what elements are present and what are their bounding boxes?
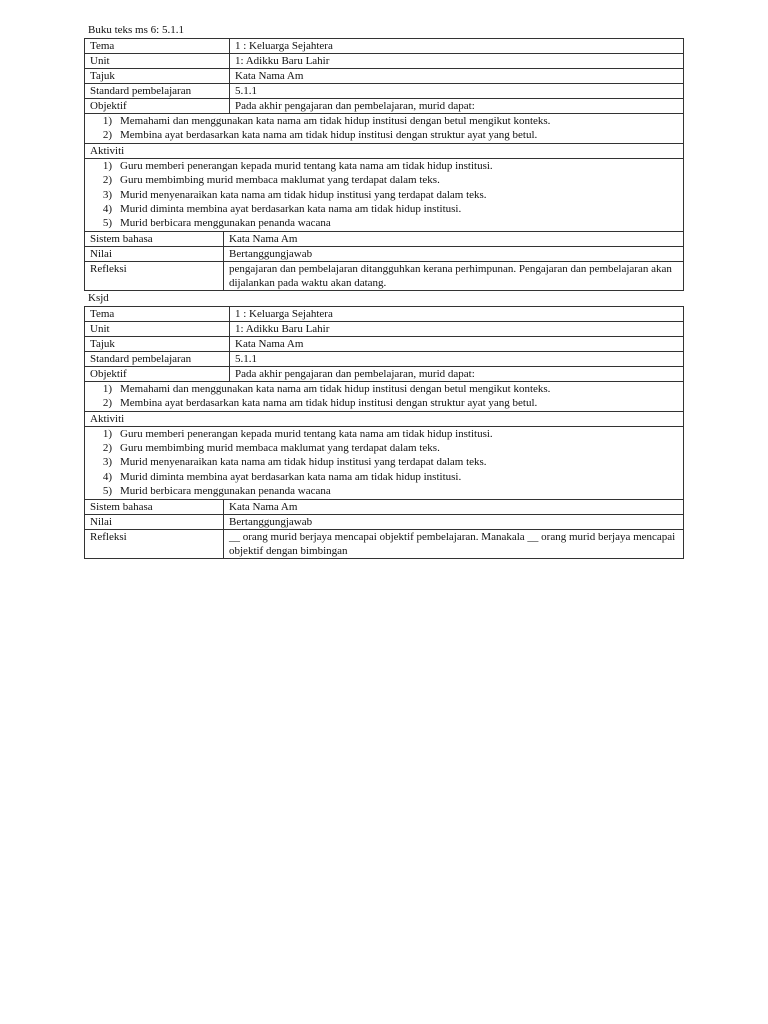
list-item: 2) Membina ayat berdasarkan kata nama am tidak hidup institusi dengan struktur ayat yang betul.	[102, 397, 538, 410]
row-sistem	[85, 499, 684, 514]
plan-header-table	[84, 38, 684, 232]
plan-footer-table	[84, 231, 684, 291]
row-aktiviti-list	[85, 158, 684, 231]
list-item: 5) Murid berbicara menggunakan penanda wacana	[102, 485, 331, 498]
row-aktiviti	[85, 143, 684, 158]
row-objektif	[85, 99, 684, 114]
value-tajuk: Kata Nama Am	[230, 69, 684, 84]
row-nilai	[85, 514, 684, 529]
objektif-list-cell	[85, 381, 684, 411]
label-tema: Tema	[85, 306, 230, 321]
lesson-plan-1	[84, 23, 684, 291]
list-item: 2) Guru membimbing murid membaca maklumat yang terdapat dalam teks.	[102, 442, 440, 455]
plan-footer-table	[84, 499, 684, 559]
row-objektif	[85, 366, 684, 381]
objektif-list	[85, 114, 683, 143]
list-item: 1) Memahami dan menggunakan kata nama am tidak hidup institusi dengan betul mengikut konteks.	[102, 115, 551, 127]
row-refleksi	[85, 261, 684, 290]
list-item: 1) Guru memberi penerangan kepada murid tentang kata nama am tidak hidup institusi.	[102, 159, 493, 172]
row-unit	[85, 54, 684, 69]
list-item: 4) Murid diminta membina ayat berdasarkan kata nama am tidak hidup institusi.	[102, 470, 462, 483]
row-standard	[85, 351, 684, 366]
value-objektif: Pada akhir pengajaran dan pembelajaran, murid dapat:	[230, 366, 684, 381]
list-item: 1) Guru memberi penerangan kepada murid tentang kata nama am tidak hidup institusi.	[102, 427, 493, 440]
label-tema: Tema	[85, 39, 230, 54]
label-standard: Standard pembelajaran	[85, 84, 230, 99]
label-tajuk: Tajuk	[85, 69, 230, 84]
row-tema	[85, 306, 684, 321]
list-item: 3) Murid menyenaraikan kata nama am tidak hidup institusi yang terdapat dalam teks.	[102, 188, 487, 201]
plan-header-table	[84, 306, 684, 500]
label-sistem: Sistem bahasa	[85, 231, 224, 246]
row-unit	[85, 321, 684, 336]
value-unit: 1: Adikku Baru Lahir	[230, 321, 684, 336]
label-nilai: Nilai	[85, 514, 224, 529]
label-objektif: Objektif	[85, 366, 230, 381]
value-refleksi: __ orang murid berjaya mencapai objektif pembelajaran. Manakala __ orang murid berjaya mencapai objektif dengan bimbingan	[224, 529, 684, 558]
label-refleksi: Refleksi	[85, 529, 224, 558]
aktiviti-list-cell	[85, 426, 684, 499]
row-tajuk	[85, 336, 684, 351]
value-objektif: Pada akhir pengajaran dan pembelajaran, murid dapat:	[230, 99, 684, 114]
row-tema	[85, 39, 684, 54]
label-standard: Standard pembelajaran	[85, 351, 230, 366]
row-objektif-list	[85, 114, 684, 144]
document-page	[84, 23, 684, 559]
label-sistem: Sistem bahasa	[85, 499, 224, 514]
list-item: 2) Membina ayat berdasarkan kata nama am tidak hidup institusi dengan struktur ayat yang betul.	[102, 129, 538, 142]
label-tajuk: Tajuk	[85, 336, 230, 351]
plan-heading: Ksjd	[88, 291, 109, 304]
value-tajuk: Kata Nama Am	[230, 336, 684, 351]
value-sistem: Kata Nama Am	[224, 499, 684, 514]
row-aktiviti-list	[85, 426, 684, 499]
list-item: 1) Memahami dan menggunakan kata nama am tidak hidup institusi dengan betul mengikut konteks.	[102, 382, 551, 395]
label-aktiviti: Aktiviti	[85, 143, 684, 158]
value-tema: 1 : Keluarga Sejahtera	[230, 39, 684, 54]
row-aktiviti	[85, 411, 684, 426]
value-nilai: Bertanggungjawab	[224, 514, 684, 529]
value-unit: 1: Adikku Baru Lahir	[230, 54, 684, 69]
objektif-list-cell	[85, 114, 684, 144]
row-objektif-list	[85, 381, 684, 411]
lesson-plan-2	[84, 291, 684, 559]
label-nilai: Nilai	[85, 246, 224, 261]
row-standard	[85, 84, 684, 99]
value-standard: 5.1.1	[230, 351, 684, 366]
value-sistem: Kata Nama Am	[224, 231, 684, 246]
value-standard: 5.1.1	[230, 84, 684, 99]
list-item: 3) Murid menyenaraikan kata nama am tidak hidup institusi yang terdapat dalam teks.	[102, 456, 487, 469]
label-unit: Unit	[85, 321, 230, 336]
label-refleksi: Refleksi	[85, 261, 224, 290]
list-item: 4) Murid diminta membina ayat berdasarkan kata nama am tidak hidup institusi.	[102, 203, 462, 216]
value-tema: 1 : Keluarga Sejahtera	[230, 306, 684, 321]
label-unit: Unit	[85, 54, 230, 69]
row-tajuk	[85, 69, 684, 84]
label-aktiviti: Aktiviti	[85, 411, 684, 426]
aktiviti-list	[85, 159, 683, 231]
objektif-list	[85, 382, 683, 411]
row-sistem	[85, 231, 684, 246]
label-objektif: Objektif	[85, 99, 230, 114]
row-refleksi	[85, 529, 684, 558]
list-item: 5) Murid berbicara menggunakan penanda wacana	[102, 217, 331, 230]
list-item: 2) Guru membimbing murid membaca maklumat yang terdapat dalam teks.	[102, 174, 440, 187]
value-refleksi: pengajaran dan pembelajaran ditangguhkan kerana perhimpunan. Pengajaran dan pembelajaran akan dijalankan pada waktu akan datang.	[224, 261, 684, 290]
row-nilai	[85, 246, 684, 261]
aktiviti-list	[85, 427, 683, 499]
plan-heading: Buku teks ms 6: 5.1.1	[88, 24, 184, 36]
value-nilai: Bertanggungjawab	[224, 246, 684, 261]
aktiviti-list-cell	[85, 158, 684, 231]
